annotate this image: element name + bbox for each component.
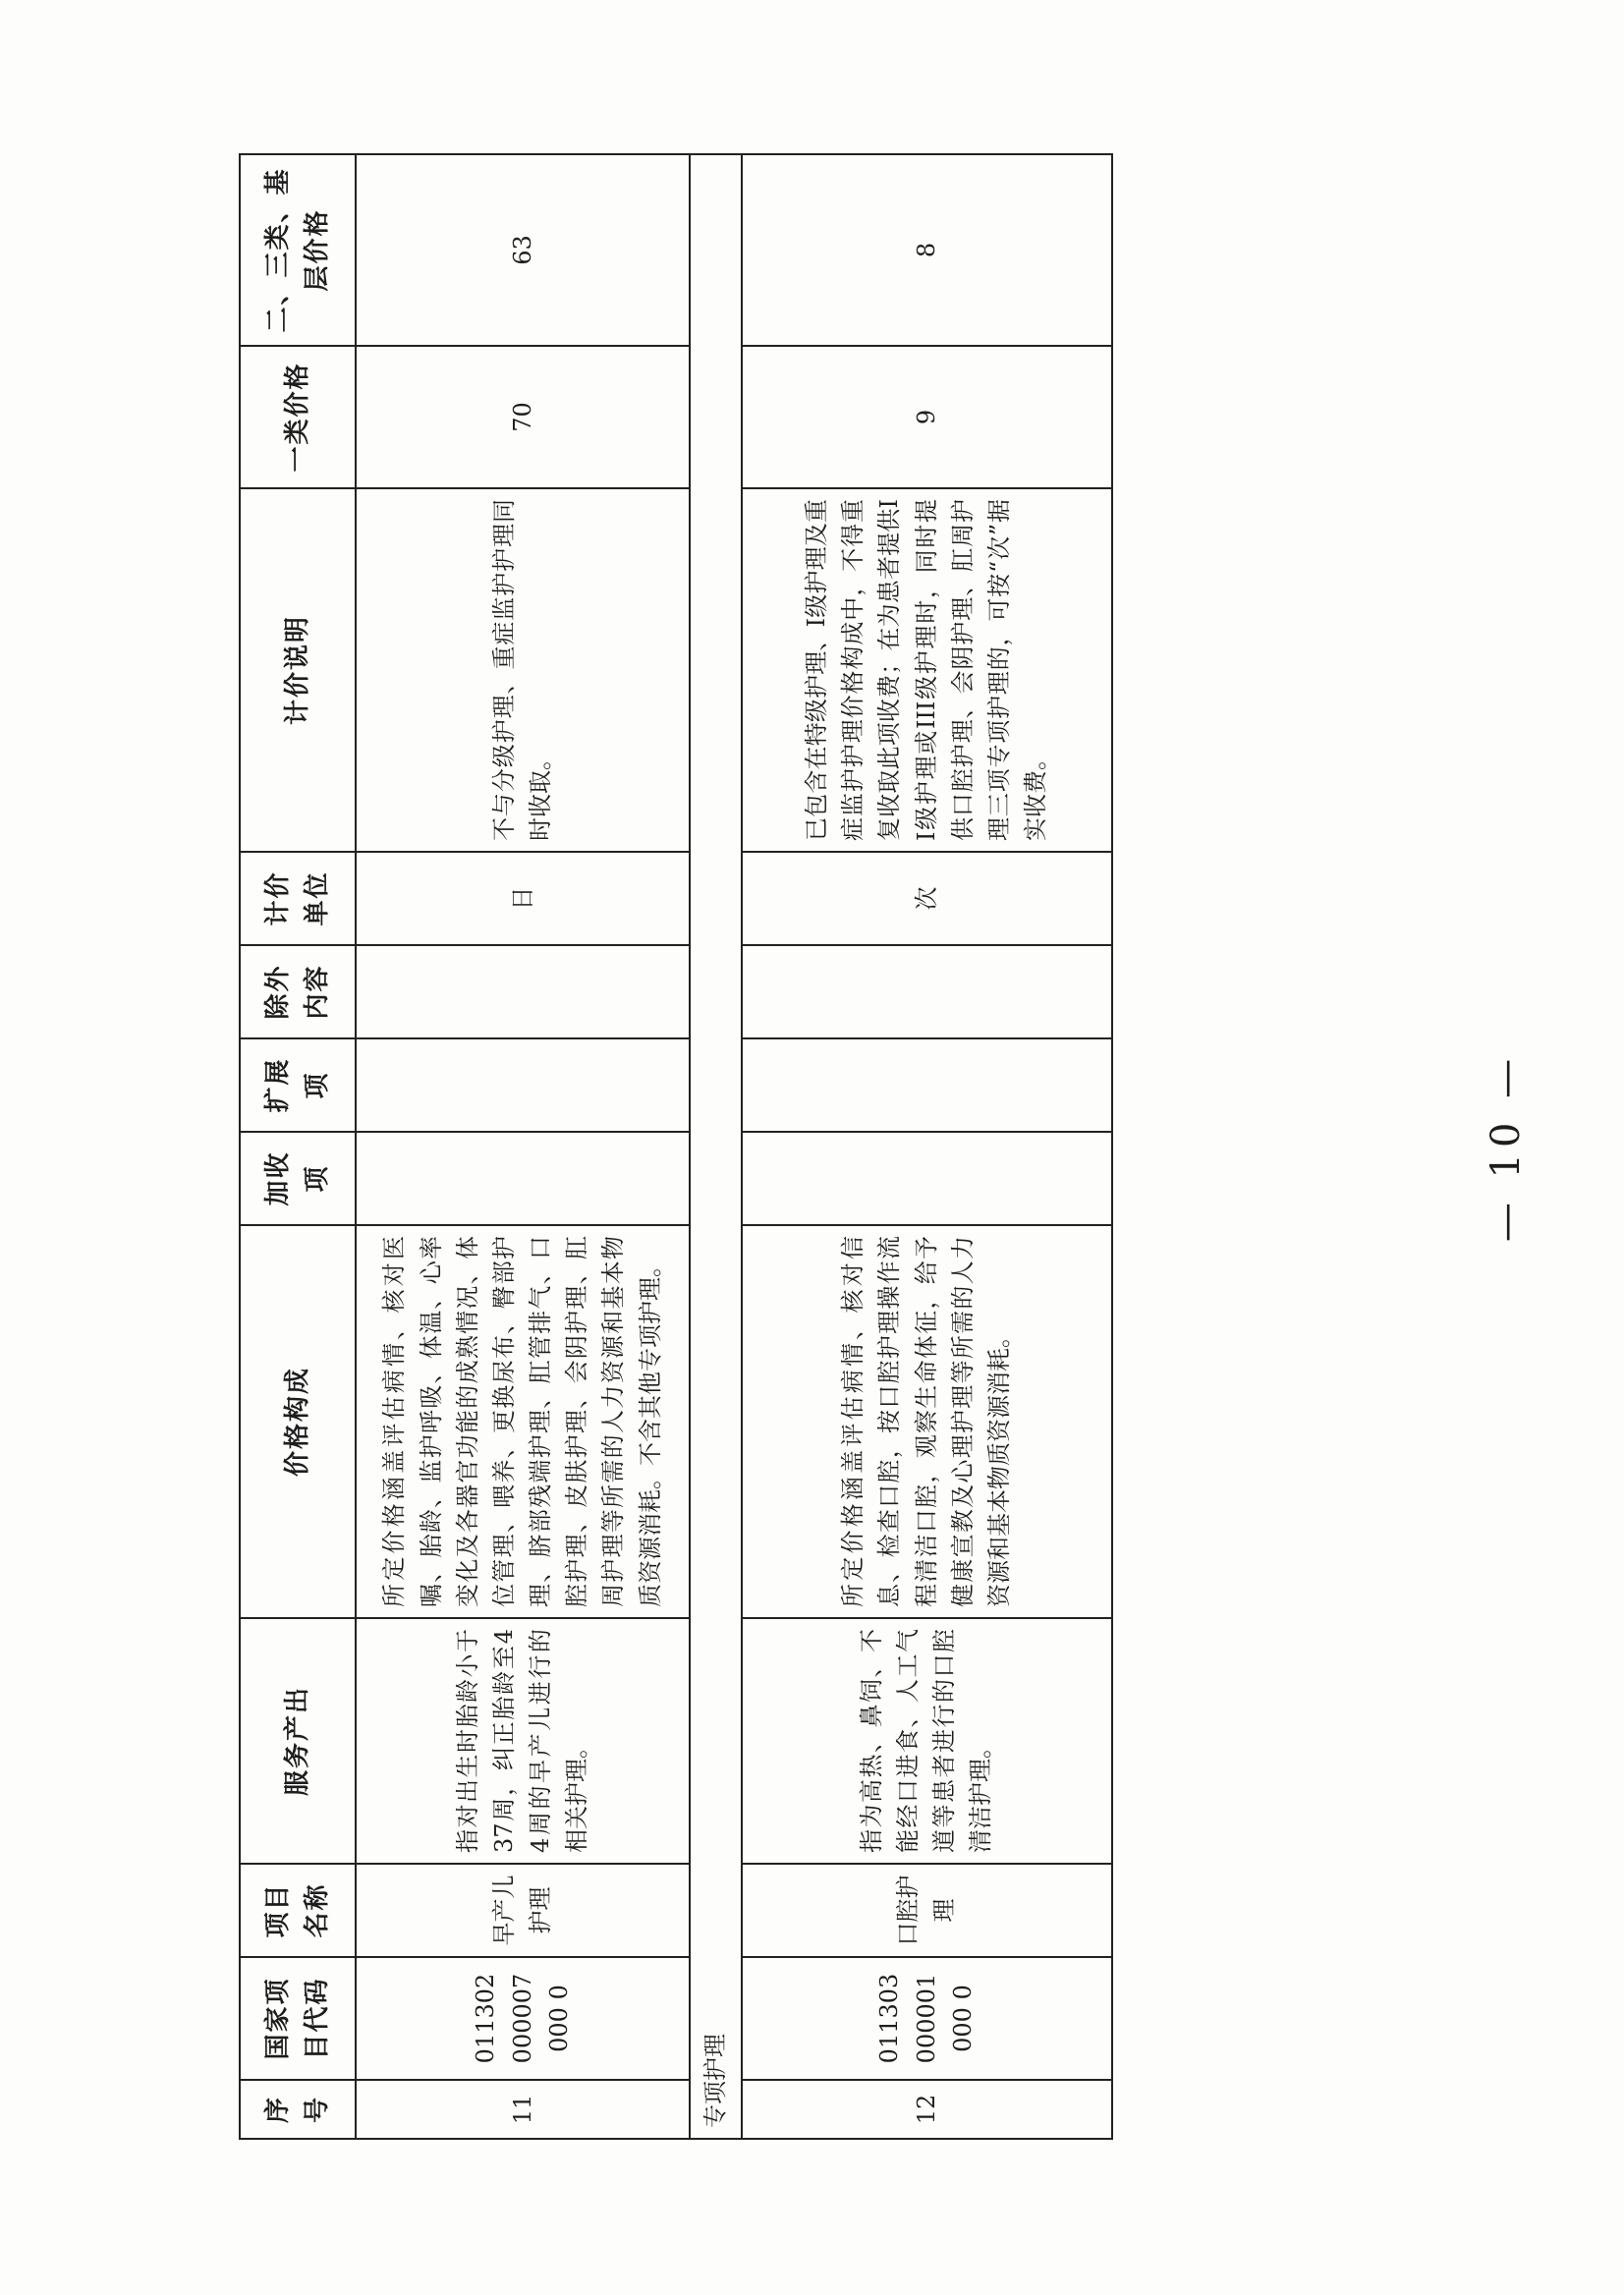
- cell-extension: [356, 1038, 690, 1132]
- header-surcharge: 加收项: [240, 1132, 356, 1225]
- cell-exclusion: [742, 945, 1112, 1038]
- header-note: 计价说明: [240, 488, 356, 852]
- table-row: [742, 154, 1112, 2139]
- header-code: 国家项目代码: [240, 1957, 356, 2080]
- table-header-row: [240, 154, 356, 2139]
- cell-code: 011302000007000 0: [356, 1957, 690, 2080]
- cell-surcharge: [742, 1132, 1112, 1225]
- pricing-table: [239, 153, 1113, 2140]
- cell-name: 早产儿护理: [356, 1864, 690, 1957]
- cell-surcharge: [356, 1132, 690, 1225]
- cell-name: 口腔护理: [742, 1864, 1112, 1957]
- cell-price-a: 70: [356, 346, 690, 488]
- section-title: 专项护理: [690, 154, 741, 2139]
- header-price-a: 一类价格: [240, 346, 356, 488]
- cell-extension: [742, 1038, 1112, 1132]
- section-row: [690, 154, 741, 2139]
- cell-seq: 11: [356, 2080, 690, 2139]
- cell-output: 指对出生时胎龄小于37周，纠正胎龄至44周的早产儿进行的相关护理。: [356, 1618, 690, 1864]
- cell-price-b: 63: [356, 154, 690, 346]
- header-unit: 计价单位: [240, 852, 356, 945]
- cell-code: 011303000001000 0: [742, 1957, 1112, 2080]
- cell-unit: 日: [356, 852, 690, 945]
- page-number: — 10 —: [1484, 1052, 1529, 1243]
- cell-composition: 所定价格涵盖评估病情、核对信息、检查口腔，按口腔护理操作流程清洁口腔，观察生命体征，给予健康宣教及心理护理等所需的人力资源和基本物质资源消耗。: [742, 1225, 1112, 1618]
- cell-price-a: 9: [742, 346, 1112, 488]
- cell-exclusion: [356, 945, 690, 1038]
- cell-note: 不与分级护理、重症监护护理同时收取。: [356, 488, 690, 852]
- cell-note: 已包含在特级护理、I级护理及重症监护护理价格构成中，不得重复收取此项收费；在为患者提供II级护理或III级护理时，同时提供口腔护理、会阴护理、肛周护理三项专项护理的，可按“次”据实收费。: [742, 488, 1112, 852]
- header-name: 项目名称: [240, 1864, 356, 1957]
- header-output: 服务产出: [240, 1618, 356, 1864]
- header-seq: 序号: [240, 2080, 356, 2139]
- header-price-b: 二、三类、基层价格: [240, 154, 356, 346]
- cell-unit: 次: [742, 852, 1112, 945]
- header-extension: 扩展项: [240, 1038, 356, 1132]
- cell-output: 指为高热、鼻饲、不能经口进食、人工气道等患者进行的口腔清洁护理。: [742, 1618, 1112, 1864]
- cell-composition: 所定价格涵盖评估病情、核对医嘱、胎龄、监护呼吸、体温、心率变化及各器官功能的成熟情况、体位管理、喂养、更换尿布、臀部护理、脐部残端护理、肛管排气、口腔护理、皮肤护理、会阴护理、肛周护理等所需的人力资源和基本物质资源消耗。不含其他专项护理。: [356, 1225, 690, 1618]
- header-composition: 价格构成: [240, 1225, 356, 1618]
- table-row: [356, 154, 690, 2139]
- cell-seq: 12: [742, 2080, 1112, 2139]
- cell-price-b: 8: [742, 154, 1112, 346]
- header-exclusion: 除外内容: [240, 945, 356, 1038]
